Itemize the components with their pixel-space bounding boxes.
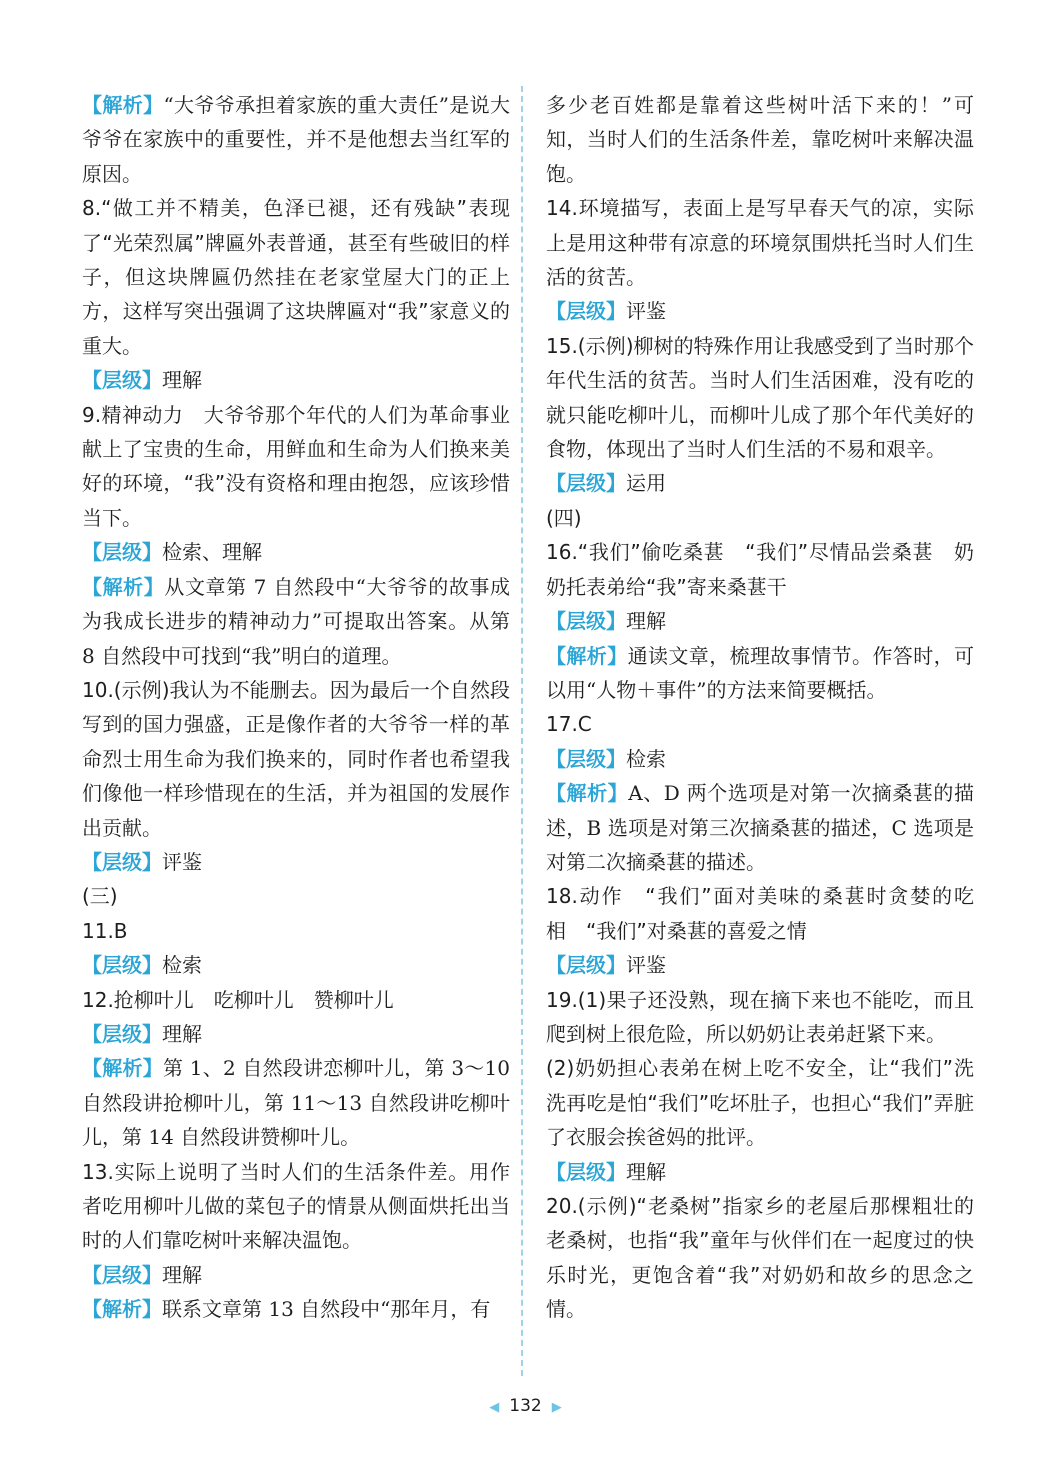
level-block: 【层级】检索	[82, 953, 202, 978]
answer-15: 15.(示例)柳树的特殊作用让我感受到了当时那个年代生活的贫苦。当时人们生活困难，没有吃的就只能吃柳叶儿，而柳叶儿成了那个年代美好的食物，体现出了当时人们生活的不易和艰辛。	[546, 333, 974, 462]
analysis-tag: 【解析】	[546, 781, 629, 806]
right-column	[546, 88, 974, 1327]
level-tag: 【层级】	[546, 299, 626, 324]
level-tag: 【层级】	[82, 849, 162, 874]
answer-12: 12.抢柳叶儿 吃柳叶儿 赞柳叶儿	[82, 987, 394, 1012]
answer-19-part2: (2)奶奶担心表弟在树上吃不安全，让“我们”洗洗再吃是怕“我们”吃坏肚子，也担心“我们”弄脏了衣服会挨爸妈的批评。	[546, 1056, 974, 1150]
level-tag: 【层级】	[82, 1262, 162, 1287]
analysis-tag: 【解析】	[82, 93, 164, 117]
analysis-continuation: 多少老百姓都是靠着这些树叶活下来的！”可知，当时人们的生活条件差，靠吃树叶来解决温饱。	[546, 93, 974, 186]
analysis-tag: 【解析】	[82, 1297, 162, 1322]
analysis-block: 【解析】通读文章，梳理故事情节。作答时，可以用“人物＋事件”的方法来简要概括。	[546, 643, 975, 702]
level-tag: 【层级】	[82, 953, 162, 978]
left-column	[82, 88, 510, 1327]
analysis-block: 【解析】第 1、2 自然段讲恋柳叶儿，第 3～10 自然段讲抢柳叶儿，第 11～13 自然段讲吃柳叶儿，第 14 自然段讲赞柳叶儿。	[82, 1056, 510, 1150]
page-footer	[0, 1396, 1051, 1416]
level-tag: 【层级】	[82, 368, 162, 393]
analysis-block: 【解析】“大爷爷承担着家族的重大责任”是说大爷爷在家族中的重要性，并不是他想去当红军的原因。	[82, 93, 510, 186]
answer-17: 17.C	[546, 712, 592, 737]
analysis-tag: 【解析】	[82, 574, 165, 599]
level-block: 【层级】运用	[546, 471, 666, 496]
level-block: 【层级】理解	[82, 368, 202, 393]
triangle-right-icon: ▶	[551, 1400, 562, 1415]
answer-18: 18.动作 “我们”面对美味的桑葚时贪婪的吃相 “我们”对桑葚的喜爱之情	[546, 884, 974, 943]
level-tag: 【层级】	[546, 953, 626, 978]
level-block: 【层级】理解	[82, 1021, 202, 1046]
section-heading: (三)	[82, 884, 118, 909]
analysis-block: 【解析】联系文章第 13 自然段中“那年月，有	[82, 1297, 491, 1322]
section-heading: (四)	[546, 505, 582, 530]
level-block: 【层级】评鉴	[546, 299, 666, 324]
page-number: 132	[509, 1396, 542, 1416]
level-block: 【层级】理解	[546, 1159, 666, 1184]
answer-10: 10.(示例)我认为不能删去。因为最后一个自然段写到的国力强盛，正是像作者的大爷爷一样的革命烈士用生命为我们换来的，同时作者也希望我们像他一样珍惜现在的生活，并为祖国的发展作出贡献。	[82, 677, 510, 840]
analysis-block: 【解析】从文章第 7 自然段中“大爷爷的故事成为我成长进步的精神动力”可提取出答案。从第 8 自然段中可找到“我”明白的道理。	[82, 574, 511, 668]
column-divider	[521, 86, 523, 1376]
level-tag: 【层级】	[546, 471, 626, 496]
answer-8: 8.“做工并不精美，色泽已褪，还有残缺”表现了“光荣烈属”牌匾外表普通，甚至有些破旧的样子，但这块牌匾仍然挂在老家堂屋大门的正上方，这样写突出强调了这块牌匾对“我”家意义的重大。	[82, 196, 510, 358]
level-block: 【层级】理解	[546, 609, 666, 634]
level-tag: 【层级】	[546, 1159, 626, 1184]
answer-14: 14.环境描写，表面上是写早春天气的凉，实际上是用这种带有凉意的环境氛围烘托当时人们生活的贫苦。	[546, 196, 974, 290]
level-block: 【层级】检索	[546, 746, 666, 771]
answer-19-part1: 19.(1)果子还没熟，现在摘下来也不能吃，而且爬到树上很危险，所以奶奶让表弟赶紧下来。	[546, 987, 974, 1046]
answer-13: 13.实际上说明了当时人们的生活条件差。用作者吃用柳叶儿做的菜包子的情景从侧面烘托出当时的人们靠吃树叶来解决温饱。	[82, 1159, 510, 1253]
analysis-tag: 【解析】	[82, 1056, 163, 1081]
level-tag: 【层级】	[546, 746, 626, 771]
level-block: 【层级】理解	[82, 1262, 202, 1287]
level-tag: 【层级】	[82, 540, 162, 565]
level-block: 【层级】评鉴	[546, 953, 666, 978]
level-block: 【层级】评鉴	[82, 849, 202, 874]
level-block: 【层级】检索、理解	[82, 540, 262, 565]
analysis-tag: 【解析】	[546, 643, 628, 668]
answer-16: 16.“我们”偷吃桑葚 “我们”尽情品尝桑葚 奶奶托表弟给“我”寄来桑葚干	[546, 540, 974, 599]
answer-9: 9.精神动力 大爷爷那个年代的人们为革命事业献上了宝贵的生命，用鲜血和生命为人们换来美好的环境，“我”没有资格和理由抱怨，应该珍惜当下。	[82, 402, 510, 530]
answer-20: 20.(示例)“老桑树”指家乡的老屋后那棵粗壮的老桑树，也指“我”童年与伙伴们在一起度过的快乐时光，更饱含着“我”对奶奶和故乡的思念之情。	[546, 1194, 974, 1322]
triangle-left-icon: ◀	[489, 1400, 500, 1415]
level-tag: 【层级】	[82, 1021, 162, 1046]
answer-11: 11.B	[82, 918, 128, 943]
level-tag: 【层级】	[546, 609, 626, 634]
analysis-block: 【解析】A、D 两个选项是对第一次摘桑葚的描述，B 选项是对第三次摘桑葚的描述，C 选项是对第二次摘桑葚的描述。	[546, 781, 974, 874]
